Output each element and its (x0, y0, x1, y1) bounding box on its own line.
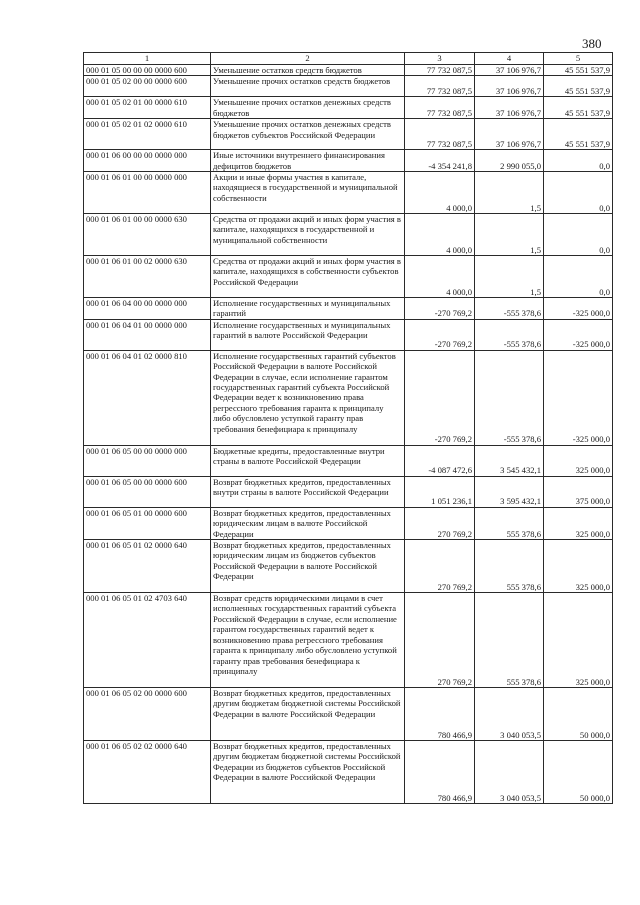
amount-col3-cell: 77 732 087,5 (405, 97, 475, 119)
budget-code-cell: 000 01 06 00 00 00 0000 000 (84, 150, 211, 172)
amount-col4-cell: 3 545 432,1 (475, 445, 544, 476)
amount-col5-cell: 0,0 (544, 256, 613, 298)
amount-col5-cell: 0,0 (544, 172, 613, 214)
amount-col4-cell: 1,5 (475, 256, 544, 298)
amount-col4-cell: 1,5 (475, 214, 544, 256)
budget-code-cell: 000 01 05 02 00 00 0000 600 (84, 76, 211, 97)
table-row (84, 76, 613, 97)
item-name-cell: Уменьшение прочих остатков денежных средств бюджетов (211, 97, 405, 119)
amount-col5-cell: 45 551 537,9 (544, 97, 613, 119)
item-name-cell: Уменьшение прочих остатков денежных средств бюджетов субъектов Российской Федерации (211, 119, 405, 150)
table-row (84, 150, 613, 172)
amount-col4-cell: 3 595 432,1 (475, 476, 544, 507)
table-row (84, 97, 613, 119)
table-row (84, 741, 613, 804)
amount-col4-cell: 3 040 053,5 (475, 741, 544, 804)
table-row (84, 256, 613, 298)
amount-col3-cell: 4 000,0 (405, 214, 475, 256)
item-name-cell: Возврат бюджетных кредитов, предоставленных юридическим лицам из бюджетов субъектов Российской Федерации в валюте Российской Федерации (211, 540, 405, 593)
budget-code-cell: 000 01 06 01 00 02 0000 630 (84, 256, 211, 298)
item-name-cell: Исполнение государственных и муниципальных гарантий в валюте Российской Федерации (211, 319, 405, 350)
amount-col5-cell: 45 551 537,9 (544, 65, 613, 76)
amount-col3-cell: 77 732 087,5 (405, 76, 475, 97)
amount-col5-cell: 375 000,0 (544, 476, 613, 507)
amount-col3-cell: -270 769,2 (405, 350, 475, 445)
table-row (84, 350, 613, 445)
amount-col3-cell: 270 769,2 (405, 540, 475, 593)
table-row (84, 319, 613, 350)
budget-code-cell: 000 01 06 05 02 02 0000 640 (84, 741, 211, 804)
budget-code-cell: 000 01 06 05 00 00 0000 000 (84, 445, 211, 476)
amount-col3-cell: 4 000,0 (405, 256, 475, 298)
table-row (84, 688, 613, 741)
item-name-cell: Возврат бюджетных кредитов, предоставленных внутри страны в валюте Российской Федерации (211, 476, 405, 507)
amount-col3-cell: -4 354 241,8 (405, 150, 475, 172)
page-number: 380 (582, 36, 602, 51)
amount-col3-cell: -4 087 472,6 (405, 445, 475, 476)
table-row (84, 214, 613, 256)
item-name-cell: Акции и иные формы участия в капитале, находящиеся в государственной и муниципальной собственности (211, 172, 405, 214)
column-number-row (84, 53, 613, 65)
amount-col5-cell: 45 551 537,9 (544, 76, 613, 97)
item-name-cell: Средства от продажи акций и иных форм участия в капитале, находящихся в собственности субъектов Российской Федерации (211, 256, 405, 298)
amount-col4-cell: 555 378,6 (475, 593, 544, 688)
amount-col5-cell: 0,0 (544, 214, 613, 256)
budget-code-cell: 000 01 06 05 02 00 0000 600 (84, 688, 211, 741)
table-row (84, 540, 613, 593)
table-body (84, 65, 613, 804)
table-row (84, 119, 613, 150)
budget-code-cell: 000 01 05 02 01 02 0000 610 (84, 119, 211, 150)
budget-code-cell: 000 01 05 02 01 00 0000 610 (84, 97, 211, 119)
amount-col4-cell: -555 378,6 (475, 298, 544, 320)
amount-col3-cell: 77 732 087,5 (405, 65, 475, 76)
column-header: 5 (544, 53, 613, 65)
amount-col3-cell: -270 769,2 (405, 319, 475, 350)
item-name-cell: Исполнение государственных гарантий субъектов Российской Федерации в валюте Российской Федерации в случае, если исполнение гарантом государственных гарантий субъекта Российской Федерации ведет к возникновению права регрессного требования гаранта к принципалу либо обусловлено уступкой гаранту прав требования бенефициара к принципалу (211, 350, 405, 445)
amount-col5-cell: 45 551 537,9 (544, 119, 613, 150)
budget-code-cell: 000 01 06 05 01 02 4703 640 (84, 593, 211, 688)
column-header: 2 (211, 53, 405, 65)
amount-col4-cell: -555 378,6 (475, 350, 544, 445)
item-name-cell: Исполнение государственных и муниципальных гарантий (211, 298, 405, 320)
item-name-cell: Возврат бюджетных кредитов, предоставленных другим бюджетам бюджетной системы Российской Федерации из бюджетов субъектов Российской Федерации в валюте Российской Федерации (211, 741, 405, 804)
amount-col4-cell: 3 040 053,5 (475, 688, 544, 741)
budget-code-cell: 000 01 06 04 01 02 0000 810 (84, 350, 211, 445)
budget-code-cell: 000 01 06 04 01 00 0000 000 (84, 319, 211, 350)
item-name-cell: Бюджетные кредиты, предоставленные внутри страны в валюте Российской Федерации (211, 445, 405, 476)
amount-col3-cell: 270 769,2 (405, 593, 475, 688)
amount-col4-cell: 37 106 976,7 (475, 97, 544, 119)
amount-col3-cell: 77 732 087,5 (405, 119, 475, 150)
amount-col5-cell: 325 000,0 (544, 540, 613, 593)
budget-sources-table (83, 52, 613, 804)
amount-col4-cell: 555 378,6 (475, 540, 544, 593)
amount-col4-cell: 555 378,6 (475, 507, 544, 539)
amount-col5-cell: -325 000,0 (544, 298, 613, 320)
item-name-cell: Уменьшение прочих остатков средств бюджетов (211, 76, 405, 97)
amount-col5-cell: -325 000,0 (544, 319, 613, 350)
amount-col5-cell: 0,0 (544, 150, 613, 172)
table-row (84, 445, 613, 476)
item-name-cell: Средства от продажи акций и иных форм участия в капитале, находящихся в государственной и муниципальной собственности (211, 214, 405, 256)
item-name-cell: Иные источники внутреннего финансирования дефицитов бюджетов (211, 150, 405, 172)
table-row (84, 593, 613, 688)
item-name-cell: Возврат бюджетных кредитов, предоставленных юридическим лицам в валюте Российской Федерации (211, 507, 405, 539)
item-name-cell: Возврат бюджетных кредитов, предоставленных другим бюджетам бюджетной системы Российской Федерации в валюте Российской Федерации (211, 688, 405, 741)
amount-col4-cell: 37 106 976,7 (475, 76, 544, 97)
amount-col5-cell: 325 000,0 (544, 507, 613, 539)
amount-col4-cell: 37 106 976,7 (475, 119, 544, 150)
budget-code-cell: 000 01 06 05 00 00 0000 600 (84, 476, 211, 507)
table-header (84, 53, 613, 65)
item-name-cell: Возврат средств юридическими лицами в счет исполненных государственных гарантий субъекта Российской Федерации в случае, если исполнение гарантом государственных гарантий ведет к возникновению права регрессного требования гаранта к принципалу либо обусловлено уступкой гаранту прав требования бенефициара к принципалу (211, 593, 405, 688)
budget-code-cell: 000 01 06 01 00 00 0000 000 (84, 172, 211, 214)
amount-col3-cell: -270 769,2 (405, 298, 475, 320)
amount-col5-cell: 325 000,0 (544, 593, 613, 688)
column-header: 3 (405, 53, 475, 65)
amount-col4-cell: 2 990 055,0 (475, 150, 544, 172)
amount-col5-cell: 50 000,0 (544, 741, 613, 804)
item-name-cell: Уменьшение остатков средств бюджетов (211, 65, 405, 76)
table-row (84, 507, 613, 539)
column-header: 4 (475, 53, 544, 65)
amount-col5-cell: 325 000,0 (544, 445, 613, 476)
amount-col5-cell: 50 000,0 (544, 688, 613, 741)
table-row (84, 172, 613, 214)
budget-code-cell: 000 01 06 04 00 00 0000 000 (84, 298, 211, 320)
budget-code-cell: 000 01 06 05 01 00 0000 600 (84, 507, 211, 539)
column-header: 1 (84, 53, 211, 65)
table-row (84, 65, 613, 76)
amount-col5-cell: -325 000,0 (544, 350, 613, 445)
budget-code-cell: 000 01 06 01 00 00 0000 630 (84, 214, 211, 256)
budget-code-cell: 000 01 06 05 01 02 0000 640 (84, 540, 211, 593)
amount-col4-cell: -555 378,6 (475, 319, 544, 350)
amount-col3-cell: 780 466,9 (405, 741, 475, 804)
amount-col4-cell: 1,5 (475, 172, 544, 214)
amount-col4-cell: 37 106 976,7 (475, 65, 544, 76)
table-row (84, 476, 613, 507)
amount-col3-cell: 270 769,2 (405, 507, 475, 539)
budget-code-cell: 000 01 05 00 00 00 0000 600 (84, 65, 211, 76)
amount-col3-cell: 1 051 236,1 (405, 476, 475, 507)
amount-col3-cell: 780 466,9 (405, 688, 475, 741)
amount-col3-cell: 4 000,0 (405, 172, 475, 214)
table-row (84, 298, 613, 320)
